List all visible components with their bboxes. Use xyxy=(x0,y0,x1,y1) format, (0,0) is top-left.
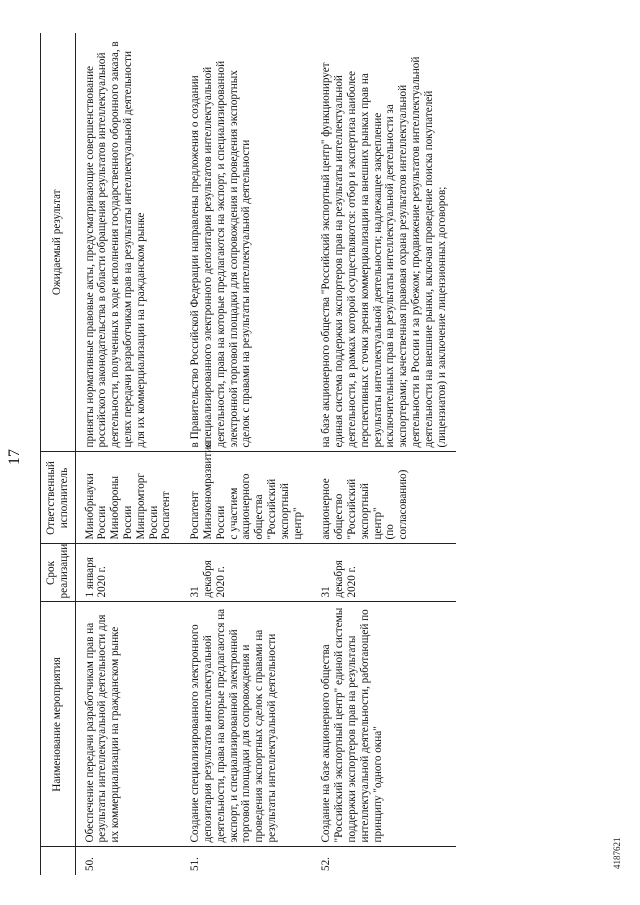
header-executor: Ответственный исполнитель xyxy=(41,452,76,544)
executor-line: России xyxy=(214,505,227,540)
row-result: на базе акционерного общества "Российский экспортный центр" функционирует единая система поддержки экспортеров прав на результаты интеллектуальной деятельности, в рамках которой осуществляются: отбор и экспертиза наиболее перспективных с точки зрения коммерциализации на внешних рынках прав на результаты интеллектуальной деятельности; надлежащее закрепление исключительных прав на результаты интеллектуальной деятельности за экспортерами; качественная правовая охрана результатов интеллектуальной деятельности в России и за рубежом; продвижение результатов интеллектуальной деятельности на внешние рынки, включая проведение поиска покупателей (лицензиатов) и заключение лицензионных договоров; xyxy=(312,33,456,452)
executor-line: с участием xyxy=(227,487,240,540)
row-name: Создание на базе акционерного общества "Российский экспортный центр" единой системы поддержки экспортеров прав на результаты интеллектуальной деятельности, работающей по принципу "одного окна" xyxy=(312,602,456,847)
executor-line: "Российский xyxy=(265,478,278,540)
row-date: 1 января 2020 г. xyxy=(75,544,181,602)
row-number: 52. xyxy=(320,857,333,871)
executor-line: "Российский xyxy=(345,478,358,540)
table-row xyxy=(181,33,312,875)
executor-line: России xyxy=(96,505,109,540)
row-number: 50. xyxy=(83,857,96,871)
table-row xyxy=(312,33,456,875)
row-name: Обеспечение передачи разработчикам прав на результаты интеллектуальной деятельности для их коммерциализации на гражданском рынке xyxy=(75,602,181,847)
executor-line: России xyxy=(147,505,160,540)
executor-line: общество xyxy=(333,493,346,540)
row-date: 31 декабря 2020 г. xyxy=(312,544,456,602)
row-date: 31 декабря 2020 г. xyxy=(181,544,312,602)
executor-line: акционерного xyxy=(240,473,253,540)
document-id: 4187621 xyxy=(612,837,622,869)
page-number: 17 xyxy=(6,449,23,465)
executor-line: акционерное xyxy=(320,478,333,540)
executor-line: Минэкономразвития xyxy=(201,441,214,540)
row-executor xyxy=(75,452,181,544)
executor-line: Минобороны России xyxy=(109,476,134,540)
executor-line: Роспатент xyxy=(160,491,173,540)
row-name: Создание специализированного электронного депозитария результатов интеллектуальной деятельности, права на которые предлагаются на экспорт, и специализированной электронной торговой площадки для сопровождения и проведения экспортных сделок с правами на результаты интеллектуальной деятельности xyxy=(181,602,312,847)
executor-line: Роспатент xyxy=(189,491,202,540)
table-row xyxy=(75,33,181,875)
header-name: Наименование мероприятия xyxy=(41,602,76,847)
executor-line: Минобрнауки xyxy=(83,473,96,540)
header-result: Ожидаемый результат xyxy=(41,33,76,452)
row-executor xyxy=(312,452,456,544)
header-date: Срок реализации xyxy=(41,544,76,602)
table-header-row xyxy=(41,33,76,875)
row-executor xyxy=(181,441,312,544)
executor-line: экспортный центр" xyxy=(278,483,304,540)
header-number xyxy=(41,847,76,875)
executor-line: экспортный центр" xyxy=(358,483,384,540)
executor-line: Минпромторг xyxy=(134,473,147,540)
executor-line: (по согласованию) xyxy=(384,469,410,540)
row-number: 51. xyxy=(189,857,202,871)
row-result: в Правительство Российской Федерации направлены предложения о создании специализированного электронного депозитария результатов интеллектуальной деятельности, права на которые предлагаются на экспорт, и специализированной электронной торговой площадки для сопровождения и проведения экспортных сделок с правами на результаты интеллектуальной деятельности xyxy=(181,33,312,452)
executor-line: общества xyxy=(253,494,266,540)
measures-table xyxy=(40,33,456,875)
row-result: приняты нормативные правовые акты, предусматривающие совершенствование российского законодательства в области обращения результатов интеллектуальной деятельности, полученных в ходе исполнения государственного оборонного заказа, в целях передачи разработчикам прав на результаты интеллектуальной деятельности для их коммерциализации на гражданском рынке xyxy=(75,33,181,452)
